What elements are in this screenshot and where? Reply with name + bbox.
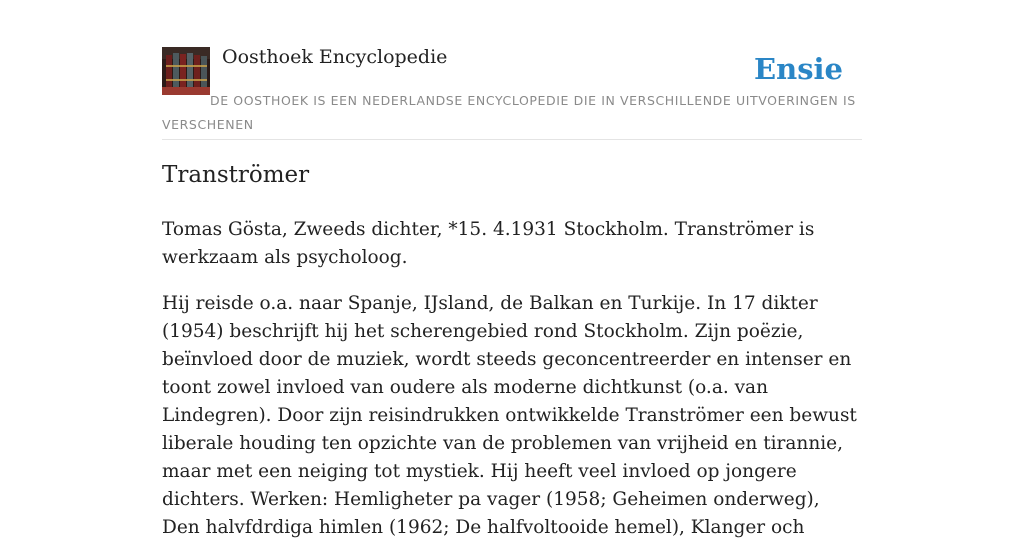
article-title: Tranströmer xyxy=(162,162,310,188)
site-tagline: DE OOSTHOEK IS EEN NEDERLANDSE ENCYCLOPEDIE DIE IN VERSCHILLENDE UITVOERINGEN IS VERSCHENEN xyxy=(162,93,856,132)
encyclopedia-books-icon[interactable] xyxy=(162,47,210,95)
brand-logo-link[interactable]: Ensie xyxy=(754,52,843,86)
site-name[interactable]: Oosthoek Encyclopedie xyxy=(222,46,448,68)
content-container xyxy=(162,0,862,538)
article-paragraph: Hij reisde o.a. naar Spanje, IJsland, de Balkan en Turkije. In 17 dikter (1954) beschrijft hij het scherengebied rond Stockholm. Zijn poëzie, beïnvloed door de muziek, wordt steeds geconcentreerder en intenser en toont zowel invloed van oudere als moderne dichtkunst (o.a. van Lindegren). Door zijn reisindrukken ontwikkelde Tranströmer een bewust liberale houding ten opzichte van de problemen van vrijheid en tirannie, maar met een neiging tot mystiek. Hij heeft veel invloed op jongere dichters. Werken: Hemligheter pa vager (1958; Geheimen onderweg), Den halvfdrdiga himlen (1962; De halfvoltooide hemel), Klanger och xyxy=(162,293,857,538)
article-paragraph: Tomas Gösta, Zweeds dichter, *15. 4.1931 Stockholm. Tranströmer is werkzaam als psycholoog. xyxy=(162,219,815,268)
site-header xyxy=(162,0,862,140)
